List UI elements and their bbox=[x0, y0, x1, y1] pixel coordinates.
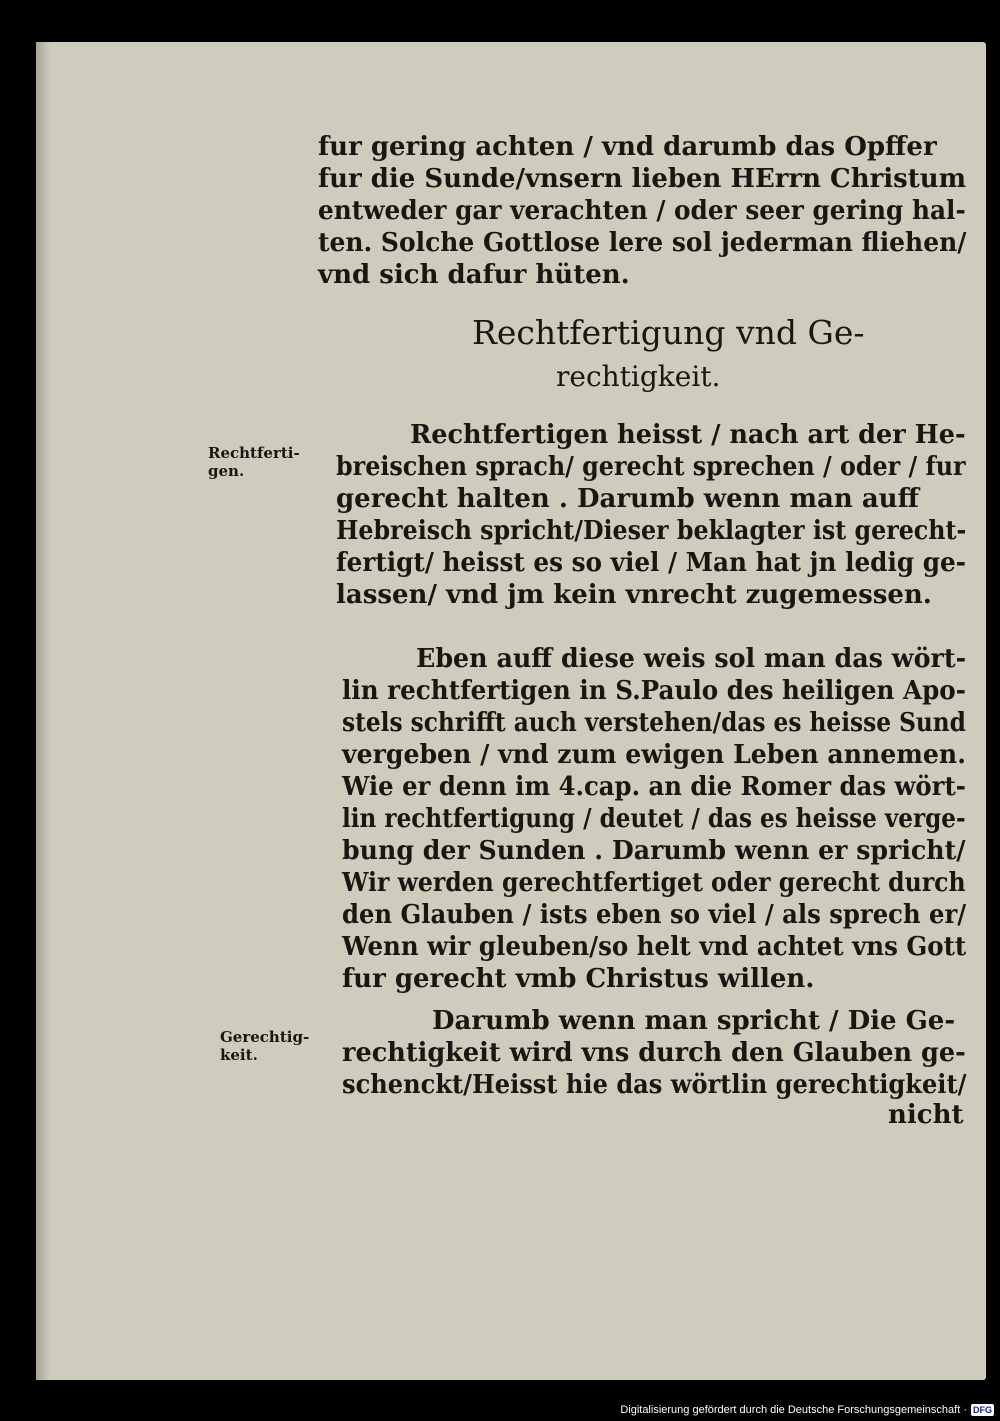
text-line: lin rechtfertigen in S.Paulo des heiligen Apo- bbox=[342, 676, 966, 706]
margin-note: gen. bbox=[208, 462, 245, 480]
text-line: vnd sich dafur hüten. bbox=[318, 260, 630, 290]
funding-footer bbox=[620, 1401, 994, 1419]
margin-note: Gerechtig- bbox=[220, 1028, 310, 1046]
text-line: den Glauben / ists eben so viel / als sprech er/ bbox=[342, 900, 967, 930]
text-line: schenckt/Heisst hie das wörtlin gerechtigkeit/ bbox=[342, 1070, 967, 1100]
text-line: bung der Sunden . Darumb wenn er spricht/ bbox=[342, 836, 966, 866]
text-line: Hebreisch spricht/Dieser beklagter ist gerecht- bbox=[336, 516, 967, 546]
text-line: vergeben / vnd zum ewigen Leben annemen. bbox=[342, 740, 966, 770]
text-line: ten. Solche Gottlose lere sol jederman fliehen/ bbox=[318, 228, 967, 258]
text-line: gerecht halten . Darumb wenn man auff bbox=[336, 484, 919, 514]
text-line: Wir werden gerechtfertiget oder gerecht durch bbox=[342, 868, 966, 898]
catchword: nicht bbox=[888, 1100, 964, 1130]
margin-note: keit. bbox=[220, 1046, 258, 1064]
text-line: fur gerecht vmb Christus willen. bbox=[342, 964, 815, 994]
book-page bbox=[36, 42, 986, 1380]
section-heading: Rechtfertigung vnd Ge- bbox=[472, 313, 865, 352]
text-line: stels schrifft auch verstehen/das es heisse Sund bbox=[342, 708, 966, 738]
margin-note: Rechtferti- bbox=[208, 444, 300, 462]
text-line: lin rechtfertigung / deutet / das es heisse verge- bbox=[342, 804, 966, 834]
text-line: Wie er denn im 4.cap. an die Romer das wört- bbox=[342, 772, 966, 802]
dfg-logo-icon: DFG bbox=[973, 1405, 992, 1415]
text-line: Darumb wenn man spricht / Die Ge- bbox=[432, 1006, 956, 1036]
text-line: breischen sprach/ gerecht sprechen / oder / fur bbox=[336, 452, 966, 482]
text-line: rechtigkeit wird vns durch den Glauben ge- bbox=[342, 1038, 966, 1068]
text-line: entweder gar verachten / oder seer gering hal- bbox=[318, 196, 966, 226]
text-line: fur gering achten / vnd darumb das Opffer bbox=[318, 132, 937, 162]
text-line: Wenn wir gleuben/so helt vnd achtet vns Gott bbox=[342, 932, 967, 962]
text-line: fur die Sunde/vnsern lieben HErrn Christum bbox=[318, 164, 967, 194]
section-heading: rechtigkeit. bbox=[556, 360, 721, 393]
text-line: lassen/ vnd jm kein vnrecht zugemessen. bbox=[336, 580, 932, 610]
footer-text: Digitalisierung gefördert durch die Deutsche Forschungsgemeinschaft · bbox=[620, 1404, 967, 1416]
page-gutter-shadow bbox=[36, 42, 50, 1380]
text-line: Rechtfertigen heisst / nach art der He- bbox=[410, 420, 966, 450]
text-line: fertigt/ heisst es so viel / Man hat jn ledig ge- bbox=[336, 548, 966, 578]
text-line: Eben auff diese weis sol man das wört- bbox=[416, 644, 967, 674]
